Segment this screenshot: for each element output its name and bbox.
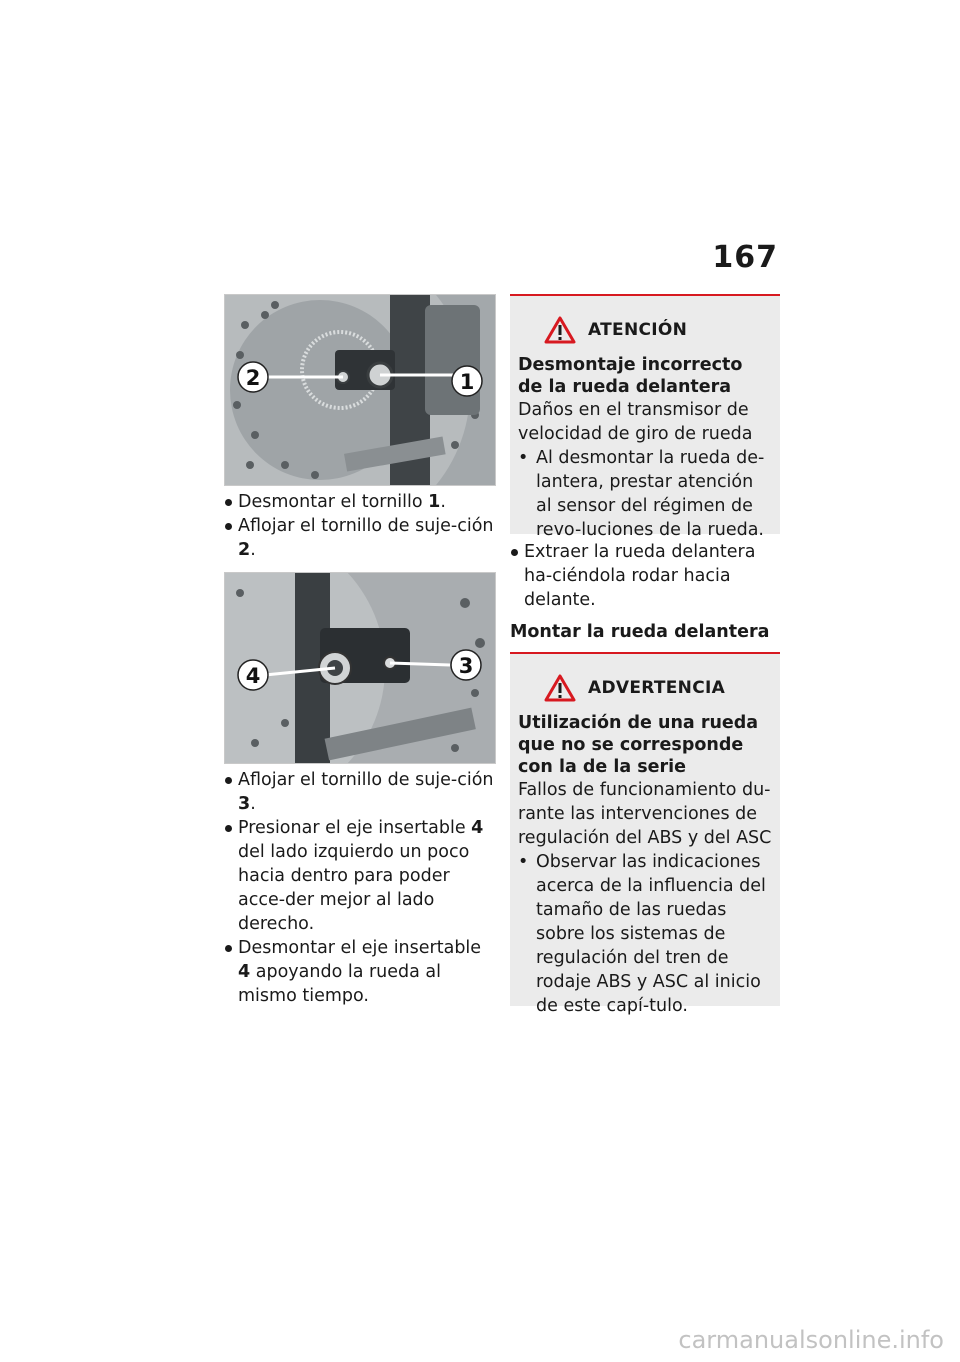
steps-bottom: [224, 768, 496, 1008]
steps-top: [224, 490, 496, 562]
step-extract-wheel: Extraer la rueda delantera ha-ciéndola rodar hacia delante.: [510, 540, 780, 612]
warning-consequence: Fallos de funcionamiento du-rante las intervenciones de regulación del ABS y del ASC: [518, 780, 772, 848]
bullet-icon: [225, 825, 232, 832]
step-remove-axle-4: Desmontar el eje insertable 4 apoyando la rueda al mismo tiempo.: [224, 936, 496, 1008]
bullet-icon: [225, 777, 232, 784]
figure-axle-bolts: [224, 572, 496, 764]
watermark: carmanualsonline.info: [678, 1326, 944, 1354]
warning-title: ADVERTENCIA: [588, 678, 726, 698]
attention-consequence: Daños en el transmisor de velocidad de giro de rueda: [518, 400, 753, 444]
warning-subject: Utilización de una rueda que no se corresponde con la de la serie: [518, 713, 759, 777]
step-loosen-bolt-2: Aflojar el tornillo de suje-ción 2.: [224, 514, 496, 562]
attention-subject: Desmontaje incorrecto de la rueda delantera: [518, 355, 743, 397]
bullet-icon: [225, 523, 232, 530]
attention-box: [510, 294, 780, 540]
attention-title: ATENCIÓN: [588, 320, 688, 340]
warning-box: [510, 652, 780, 1016]
callout-2: 2: [245, 366, 261, 390]
bullet-icon: [225, 499, 232, 506]
step-remove-bolt-1: Desmontar el tornillo 1.: [224, 490, 496, 514]
callout-1: 1: [459, 370, 475, 394]
bullet-icon: [511, 549, 518, 556]
step-press-axle-4: Presionar el eje insertable 4 del lado izquierdo un poco hacia dentro para poder acce-der mejor al lado derecho.: [224, 816, 496, 936]
section-heading: Montar la rueda delantera: [510, 622, 770, 642]
bullet-icon: [225, 945, 232, 952]
callout-3: 3: [458, 654, 474, 678]
step-loosen-bolt-3: Aflojar el tornillo de suje-ción 3.: [224, 768, 496, 816]
warning-header: [544, 674, 772, 702]
warning-action: • Observar las indicaciones acerca de la influencia del tamaño de las ruedas sobre los sistemas de regulación del tren de rodaje ABS y ASC al inicio de este capí-tulo.: [518, 850, 772, 1018]
attention-box-container: [510, 294, 780, 1016]
figure-brake-caliper-bolts: [224, 294, 496, 486]
warning-triangle-icon: [544, 674, 576, 702]
callout-4: 4: [245, 664, 261, 688]
warning-triangle-icon: [544, 316, 576, 344]
page-number: 167: [712, 240, 778, 275]
attention-action: • Al desmontar la rueda de-lantera, prestar atención al sensor del régimen de revo-luciones de la rueda.: [518, 446, 772, 542]
attention-header: [544, 316, 772, 344]
